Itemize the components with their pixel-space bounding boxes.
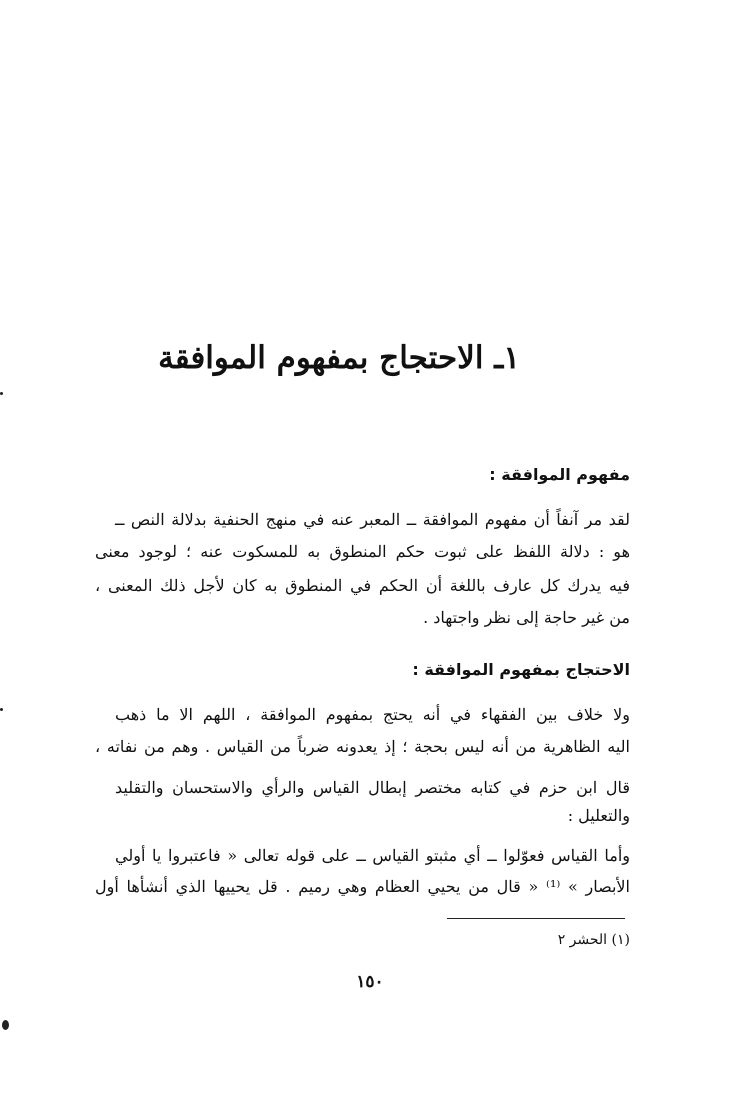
text-line: والتعليل : bbox=[567, 806, 630, 825]
scan-artifact bbox=[2, 1020, 9, 1030]
text-line: هو : دلالة اللفظ على ثبوت حكم المنطوق به للمسكوت عنه ؛ لوجود معنى bbox=[95, 542, 630, 561]
section-heading-argument: الاحتجاج بمفهوم الموافقة : bbox=[412, 660, 630, 679]
section-heading-concept: مفهوم الموافقة : bbox=[489, 465, 630, 484]
chapter-title: ١ـ الاحتجاج بمفهوم الموافقة bbox=[158, 340, 520, 376]
text-line: من غير حاجة إلى نظر واجتهاد . bbox=[423, 608, 630, 627]
scan-artifact bbox=[0, 392, 3, 395]
text-line: وأما القياس فعوّلوا ــ أي مثبتو القياس ــ على قوله تعالى « فاعتبروا يا أولي bbox=[115, 846, 631, 865]
text-line: اليه الظاهرية من أنه ليس بحجة ؛ إذ يعدونه ضرباً من القياس . وهم من نفاته ، bbox=[95, 737, 630, 756]
footnote-divider bbox=[447, 918, 625, 919]
scan-artifact bbox=[0, 708, 3, 711]
text-line: ولا خلاف بين الفقهاء في أنه يحتج بمفهوم الموافقة ، اللهم الا ما ذهب bbox=[115, 705, 630, 724]
text-line: لقد مر آنفاً أن مفهوم الموافقة ــ المعبر عنه في منهج الحنفية بدلالة النص ــ bbox=[115, 510, 630, 529]
text-line: الأبصار » ⁽¹⁾ « قال من يحيي العظام وهي رميم . قل يحييها الذي أنشأها أول bbox=[95, 877, 630, 896]
text-line: قال ابن حزم في كتابه مختصر إبطال القياس والرأي والاستحسان والتقليد bbox=[115, 778, 630, 797]
text-line: فيه يدرك كل عارف باللغة أن الحكم في المنطوق به كان لأجل ذلك المعنى ، bbox=[95, 576, 630, 595]
footnote: (١) الحشر ٢ bbox=[557, 932, 630, 948]
page-number: ١٥٠ bbox=[356, 972, 384, 992]
